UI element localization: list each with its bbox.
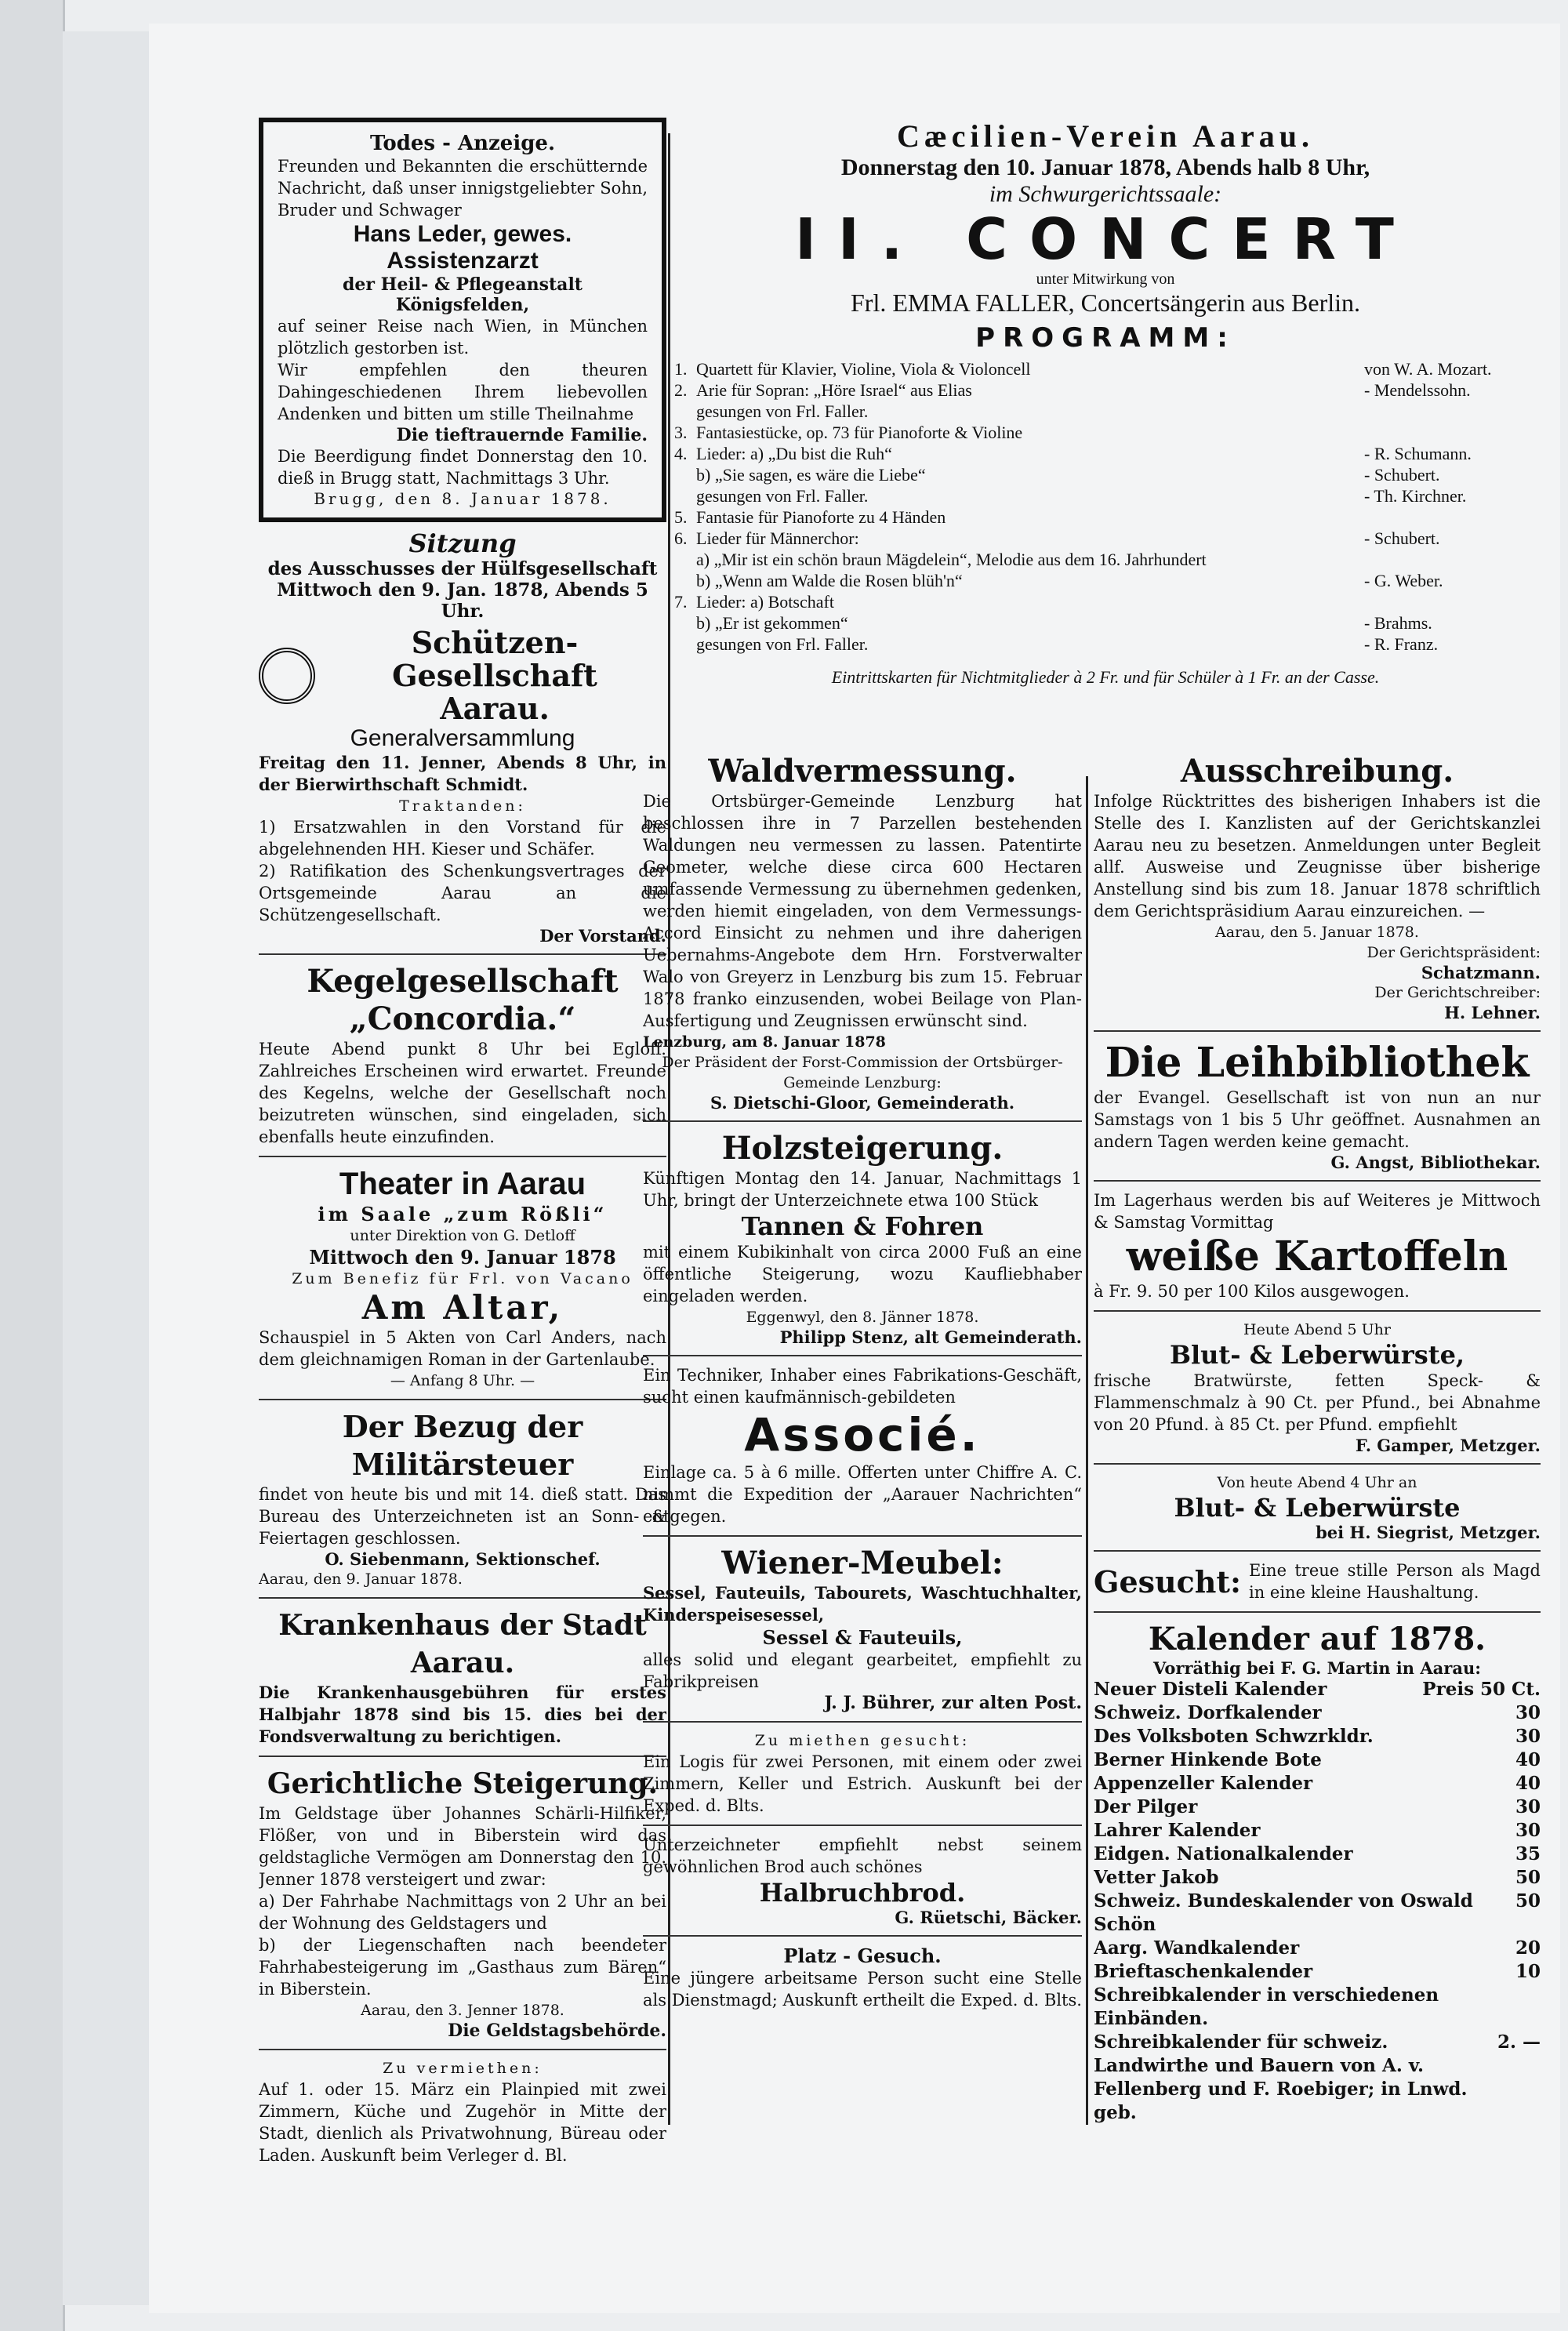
partner-ad-title: Associé.: [744, 1408, 981, 1461]
calendar-intro: Vorräthig bei F. G. Martin in Aarau:: [1153, 1658, 1481, 1678]
divider: [259, 1597, 666, 1599]
library-signature: G. Angst, Bibliothekar.: [1330, 1153, 1541, 1172]
calendar-item: [1094, 1795, 1541, 1819]
program-item: [674, 507, 1537, 528]
vacancy-clerk-label: Der Gerichtschreiber:: [1374, 984, 1541, 1001]
program-item: [674, 570, 1537, 591]
auction-text: Im Geldstage über Johannes Schärli-Hilfiker, Flößer, von und in Biberstein wird das geldstagliche Vermögen am Donnerstag den 10. Jenner 1878 versteigert und zwar:: [259, 1804, 666, 1889]
program-item-work: gesungen von Frl. Faller.: [696, 634, 869, 654]
sausage-signature: bei H. Siegrist, Metzger.: [1316, 1523, 1541, 1542]
shooting-club-header: [259, 626, 666, 725]
divider: [1094, 1550, 1541, 1552]
death-notice-text: auf seiner Reise nach Wien, in München plötzlich gestorben ist.: [278, 317, 648, 358]
play-description: Schauspiel in 5 Akten von Carl Anders, nach dem gleichnamigen Roman in der Gartenlaube.: [259, 1328, 666, 1369]
sausage-signature: F. Gamper, Metzger.: [1355, 1436, 1541, 1455]
program-item-work: Arie für Sopran: „Höre Israel“ aus Elias: [696, 380, 972, 400]
program-item: [674, 591, 1537, 612]
calendar-item-price: 30: [1515, 1726, 1541, 1747]
library-title: Die Leihbibliothek: [1105, 1039, 1530, 1087]
calendar-item-name: Schreibkalender in verschiedenen Einbänden.: [1094, 1984, 1439, 2029]
divider: [643, 1535, 1082, 1537]
program-item: [674, 528, 1537, 549]
program-item-composer: - Brahms.: [1364, 613, 1432, 633]
program-item-number: [674, 464, 696, 485]
military-tax-text: findet von heute bis und mit 14. dieß statt. Das Bureau des Unterzeichneten ist an Sonn- & Feiertagen geschlossen.: [259, 1485, 666, 1548]
calendar-item: [1094, 1701, 1541, 1725]
auction-date: Aarau, den 3. Jenner 1878.: [361, 2002, 564, 2019]
calendar-item: [1094, 1843, 1541, 1866]
calendar-item-price: 40: [1515, 1773, 1541, 1794]
bowling-club-text: Heute Abend punkt 8 Uhr bei Egloff. Zahlreiches Erscheinen wird erwartet. Freunde des Kegelns, welche der Gesellschaft noch beizutreten wünschen, sind eingeladen, sich ebenfalls heute einzufinden.: [259, 1040, 666, 1146]
theater-benefit: Zum Benefiz für Frl. von Vacano: [292, 1270, 633, 1287]
program-item-composer: - Schubert.: [1364, 528, 1440, 548]
forest-survey-commission: Der Präsident der Forst-Commission der Ortsbürger-Gemeinde Lenzburg:: [662, 1054, 1063, 1091]
agenda-title: Traktanden:: [399, 797, 526, 815]
calendar-item-price: 30: [1515, 1702, 1541, 1723]
divider: [259, 953, 666, 955]
auction-item: a) Der Fahrhabe Nachmittags von 2 Uhr an bei der Wohnung des Geldstagers und: [259, 1892, 666, 1933]
program-item-composer: [1364, 401, 1537, 422]
furniture-title: Wiener-Meubel:: [721, 1545, 1004, 1581]
program-item-composer: - Schubert.: [1364, 465, 1440, 485]
program-item-number: [674, 570, 696, 591]
program-item-composer: [1364, 591, 1537, 612]
program-item-composer: [1364, 422, 1537, 443]
divider: [643, 1120, 1082, 1122]
meeting-date: Mittwoch den 9. Jan. 1878, Abends 5 Uhr.: [277, 579, 648, 622]
program-item: [674, 401, 1537, 422]
calendar-item-price: Preis 50 Ct.: [1422, 1679, 1541, 1700]
wanted-rent-text: Ein Logis für zwei Personen, mit einem oder zwei Zimmern, Keller und Estrich. Auskunft bei der Exped. d. Blts.: [643, 1752, 1082, 1815]
military-tax-signature: O. Siebenmann, Sektionschef.: [325, 1549, 601, 1569]
divider: [1094, 1030, 1541, 1032]
bowling-club-title: Kegelgesellschaft „Concordia.“: [307, 963, 619, 1037]
calendar-item: [1094, 1984, 1541, 2031]
calendar-item-name: Schreibkalender für schweiz. Landwirthe und Bauern von A. v. Fellenberg und F. Roebiger; in Lnwd. geb.: [1094, 2031, 1468, 2123]
divider: [1094, 1611, 1541, 1613]
vacancy-clerk: H. Lehner.: [1444, 1003, 1541, 1022]
page-edge: [63, 31, 151, 2305]
bread-title: Halbruchbrod.: [759, 1878, 966, 1908]
potato-price: à Fr. 9. 50 per 100 Kilos ausgewogen.: [1094, 1282, 1410, 1301]
divider: [643, 1935, 1082, 1937]
program-item-composer: - R. Schumann.: [1364, 444, 1472, 463]
program-item-number: [674, 612, 696, 634]
calendar-item-name: Vetter Jakob: [1094, 1867, 1219, 1888]
wanted-rent-title: Zu miethen gesucht:: [754, 1732, 971, 1749]
program-item: [674, 612, 1537, 634]
concert-artist: Frl. EMMA FALLER, Concertsängerin aus Berlin.: [851, 289, 1360, 317]
program-item: [674, 358, 1537, 379]
program-item-number: [674, 634, 696, 655]
calendar-item-price: 2. —: [1497, 2031, 1541, 2053]
death-notice-date: Brugg, den 8. Januar 1878.: [314, 489, 612, 508]
vacancy-president-label: Der Gerichtspräsident:: [1367, 944, 1541, 961]
furniture-signature: J. J. Bührer, zur alten Post.: [824, 1693, 1082, 1713]
concert-ad: [674, 118, 1537, 688]
divider: [643, 1824, 1082, 1826]
partner-ad-text: Einlage ca. 5 à 6 mille. Offerten unter Chiffre A. C. nimmt die Expedition der „Aarauer Nachrichten“ entgegen.: [643, 1463, 1082, 1526]
program-item: [674, 422, 1537, 443]
funeral-info: Die Beerdigung findet Donnerstag den 10. dieß in Brugg statt, Nachmittags 3 Uhr.: [278, 447, 648, 488]
timber-auction-text: Künftigen Montag den 14. Januar, Nachmittags 1 Uhr, bringt der Unterzeichnete etwa 100 Stück: [643, 1169, 1082, 1210]
board-signature: Der Vorstand.: [539, 926, 666, 946]
death-notice-title: Todes - Anzeige.: [370, 132, 555, 155]
death-notice-text: Wir empfehlen den theuren Dahingeschiedenen Ihrem liebevollen Andenken und bitten um stille Theilnahme: [278, 361, 648, 423]
program-item-work: Fantasiestücke, op. 73 für Pianoforte & Violine: [696, 423, 1023, 442]
calendar-item-price: 30: [1515, 1796, 1541, 1817]
calendar-item: [1094, 1866, 1541, 1890]
concert-venue: im Schwurgerichtssaale:: [989, 181, 1222, 207]
right-column: [1094, 753, 1541, 2125]
furniture-items: Sessel & Fauteuils,: [762, 1626, 963, 1649]
theater-title: Theater in Aarau: [339, 1167, 586, 1201]
for-rent-title: Zu vermiethen:: [383, 2060, 543, 2077]
forest-survey-signature: S. Dietschi-Gloor, Gemeinderath.: [710, 1093, 1015, 1113]
program-item: [674, 634, 1537, 655]
program-item-work: a) „Mir ist ein schön braun Mägdelein“, Melodie aus dem 16. Jahrhundert: [696, 550, 1207, 569]
program-item-number: 7.: [674, 592, 688, 612]
program-item: [674, 549, 1537, 570]
left-column: [259, 118, 666, 2166]
program-item-number: 4.: [674, 444, 688, 463]
calendar-item: [1094, 1725, 1541, 1748]
target-icon: [259, 648, 315, 704]
death-notice: [259, 118, 666, 522]
job-wanted-title: Platz - Gesuch.: [783, 1944, 942, 1967]
calendar-item: [1094, 1772, 1541, 1795]
program-item-number: [674, 549, 696, 570]
calendar-title: Kalender auf 1878.: [1148, 1621, 1486, 1657]
potato-title: weiße Kartoffeln: [1126, 1233, 1508, 1280]
shooting-club-title: Schützen-Gesellschaft: [392, 625, 597, 693]
calendar-item-price: 10: [1515, 1961, 1541, 1982]
calendar-item-name: Neuer Disteli Kalender: [1094, 1679, 1327, 1700]
shooting-club-city: Aarau.: [440, 691, 550, 726]
program-item-work: Quartett für Klavier, Violine, Viola & Violoncell: [696, 359, 1031, 379]
bread-signature: G. Rüetschi, Bäcker.: [895, 1908, 1082, 1927]
calendar-item: [1094, 1748, 1541, 1772]
calendar-item-name: Des Volksboten Schwzrkldr.: [1094, 1726, 1374, 1747]
calendar-item-name: Lahrer Kalender: [1094, 1820, 1261, 1841]
furniture-text: alles solid und elegant gearbeitet, empfiehlt zu Fabrikpreisen: [643, 1650, 1082, 1691]
death-notice-text: Freunden und Bekannten die erschütternde Nachricht, daß unser innigstgeliebter Sohn, Bruder und Schwager: [278, 157, 648, 220]
institution: der Heil- & Pflegeanstalt Königsfelden,: [343, 274, 583, 315]
divider: [643, 1721, 1082, 1723]
calendar-item: [1094, 1678, 1541, 1701]
society-name: Cæcilien-Verein Aarau.: [897, 118, 1314, 154]
program-item-work: b) „Er ist gekommen“: [696, 613, 848, 633]
book-spine: [0, 0, 65, 2331]
auction-title: Gerichtliche Steigerung.: [267, 1767, 659, 1800]
job-wanted-text: Eine jüngere arbeitsame Person sucht eine Stelle als Dienstmagd; Auskunft ertheilt die Exped. d. Blts.: [643, 1969, 1082, 2010]
agenda-item: 2) Ratifikation des Schenkungsvertrages der Ortsgemeinde Aarau an die Schützengesellschaft.: [259, 862, 666, 924]
program-item-work: Fantasie für Pianoforte zu 4 Händen: [696, 507, 946, 527]
calendar-item-price: 40: [1515, 1749, 1541, 1770]
meeting-title: Sitzung: [408, 528, 517, 558]
forest-survey-text: Die Ortsbürger-Gemeinde Lenzburg hat beschlossen ihre in 7 Parzellen bestehenden Waldungen neu vermessen zu lassen. Patentirte Geometer, welche diese circa 600 Hectaren umfassende Vermessung zu übernehmen gedenken, werden hiemit eingeladen, von dem Vermessungs-Accord Einsicht zu nehmen und ihre daherigen Uebernahms-Angebote dem Hrn. Forstverwalter Walo von Greyerz in Lenzburg bis zum 15. Februar 1878 franko einzusenden, wobei Beilage von Plan-Ausfertigung und Zeugnissen erwünscht sind.: [643, 792, 1082, 1030]
program-item-composer: - Mendelssohn.: [1364, 380, 1471, 400]
theater-date: Mittwoch den 9. Januar 1878: [309, 1246, 616, 1269]
calendar-item-name: Aarg. Wandkalender: [1094, 1937, 1300, 1959]
forest-survey-date: Lenzburg, am 8. Januar 1878: [643, 1033, 886, 1051]
divider: [259, 1399, 666, 1400]
play-start: — Anfang 8 Uhr. —: [390, 1372, 535, 1389]
hospital-title: Krankenhaus der Stadt Aarau.: [278, 1609, 647, 1679]
program-item-number: 1.: [674, 359, 688, 379]
program-item-number: 6.: [674, 528, 688, 548]
vacancy-president: Schatzmann.: [1421, 963, 1541, 982]
program-item-work: gesungen von Frl. Faller.: [696, 486, 869, 506]
calendar-item: [1094, 1960, 1541, 1984]
calendar-item-price: 35: [1515, 1843, 1541, 1864]
program-item-composer: von W. A. Mozart.: [1364, 359, 1492, 379]
auction-signature: Die Geldstagsbehörde.: [448, 2021, 666, 2041]
program-item-number: [674, 485, 696, 507]
program-item-number: 3.: [674, 423, 688, 442]
library-text: der Evangel. Gesellschaft ist von nun an nur Samstags von 1 bis 5 Uhr geöffnet. Ausnahmen an andern Tagen werden keine gemacht.: [1094, 1088, 1541, 1151]
assembly-title: Generalversammlung: [350, 725, 575, 751]
hospital-text: Die Krankenhausgebühren für erstes Halbjahr 1878 sind bis 15. dies bei der Fondsverwaltung zu berichtigen.: [259, 1683, 666, 1746]
partner-ad-text: Ein Techniker, Inhaber eines Fabrikations-Geschäft, sucht einen kaufmännisch-gebildeten: [643, 1366, 1082, 1407]
deceased-name: Hans Leder, gewes. Assistenzarzt: [353, 221, 572, 274]
sausage-title: Blut- & Leberwürste: [1174, 1493, 1461, 1523]
program-item-work: b) „Sie sagen, es wäre die Liebe“: [696, 465, 926, 485]
program-item-work: Lieder: a) „Du bist die Ruh“: [696, 444, 892, 463]
play-title: Am Altar,: [361, 1288, 564, 1327]
program-item-number: 2.: [674, 380, 688, 400]
timber-auction-signature: Philipp Stenz, alt Gemeinderath.: [779, 1327, 1082, 1347]
calendar-item-name: Appenzeller Kalender: [1094, 1773, 1313, 1794]
divider: [259, 1756, 666, 1757]
sausage-time: Von heute Abend 4 Uhr an: [1217, 1474, 1417, 1491]
program-item-composer: - G. Weber.: [1364, 571, 1443, 590]
auction-item: b) der Liegenschaften nach beendeter Fahrhabesteigerung im „Gasthaus zum Bären“ in Biberstein.: [259, 1936, 666, 1999]
calendar-item: [1094, 1890, 1541, 1937]
forest-survey-title: Waldvermessung.: [708, 753, 1017, 790]
meeting-line: des Ausschusses der Hülfsgesellschaft: [267, 558, 658, 579]
calendar-item-name: Brieftaschenkalender: [1094, 1961, 1313, 1982]
program-item-number: [674, 401, 696, 422]
divider: [259, 1156, 666, 1157]
divider: [1094, 1463, 1541, 1465]
theater-direction: unter Direktion von G. Detloff: [350, 1227, 575, 1244]
program-item-work: gesungen von Frl. Faller.: [696, 401, 869, 421]
calendar-item: [1094, 2031, 1541, 2125]
sausage-time: Heute Abend 5 Uhr: [1243, 1321, 1391, 1338]
calendar-item-price: 20: [1515, 1937, 1541, 1959]
family-signature: Die tieftrauernde Familie.: [396, 425, 648, 445]
timber-auction-text: mit einem Kubikinhalt von circa 2000 Fuß an eine öffentliche Steigerung, wozu Kaufliebhaber eingeladen werden.: [643, 1243, 1082, 1305]
program-item: [674, 485, 1537, 507]
maid-wanted-title: Gesucht:: [1094, 1563, 1241, 1599]
agenda-item: 1) Ersatzwahlen in den Vorstand für die abgelehnenden HH. Kieser und Schäfer.: [259, 818, 666, 859]
divider: [259, 2049, 666, 2050]
calendar-item: [1094, 1819, 1541, 1843]
program-item-composer: - Th. Kirchner.: [1364, 486, 1467, 506]
program-list: [674, 358, 1537, 655]
program-item-work: Lieder für Männerchor:: [696, 528, 859, 548]
ticket-info: Eintrittskarten für Nichtmitglieder à 2 Fr. und für Schüler à 1 Fr. an der Casse.: [831, 667, 1380, 687]
military-tax-date: Aarau, den 9. Januar 1878.: [259, 1570, 463, 1588]
military-tax-title: Der Bezug der Militärsteuer: [342, 1409, 583, 1482]
timber-type: Tannen & Fohren: [741, 1211, 984, 1241]
program-item-number: 5.: [674, 507, 688, 527]
sausage-title: Blut- & Leberwürste,: [1169, 1340, 1465, 1370]
calendar-item-name: Der Pilger: [1094, 1796, 1198, 1817]
calendar-item-price: 50: [1515, 1867, 1541, 1888]
calendar-item-price: 50: [1515, 1890, 1541, 1912]
vacancy-text: Infolge Rücktrittes des bisherigen Inhabers ist die Stelle des I. Kanzlisten auf der Gerichtskanzlei Aarau neu zu besetzen. Anmeldungen unter Begleit allf. Ausweise und Zeugnisse über bisherige Anstellung sind bis zum 18. Januar 1878 schriftlich dem Gerichtspräsidium Aarau einzureichen. —: [1094, 792, 1541, 920]
assembly-date: Freitag den 11. Jenner, Abends 8 Uhr, in der Bierwirthschaft Schmidt.: [259, 753, 666, 794]
timber-auction-title: Holzsteigerung.: [721, 1130, 1004, 1167]
program-item-composer: [1364, 549, 1537, 570]
calendar-item-name: Schweiz. Dorfkalender: [1094, 1702, 1322, 1723]
program-item-work: b) „Wenn am Walde die Rosen blüh'n“: [696, 571, 963, 590]
program-item: [674, 464, 1537, 485]
program-item-work: Lieder: a) Botschaft: [696, 592, 834, 612]
timber-auction-date: Eggenwyl, den 8. Jänner 1878.: [746, 1309, 979, 1326]
potato-text: Im Lagerhaus werden bis auf Weiteres je Mittwoch & Samstag Vormittag: [1094, 1191, 1541, 1232]
furniture-items: Sessel, Fauteuils, Tabourets, Waschtuchhalter, Kinderspeisesessel,: [643, 1583, 1082, 1625]
divider: [1094, 1310, 1541, 1312]
divider: [1094, 1180, 1541, 1182]
bread-text: Unterzeichneter empfiehlt nebst seinem gewöhnlichen Brod auch schönes: [643, 1835, 1082, 1876]
program-item: [674, 443, 1537, 464]
vacancy-date: Aarau, den 5. Januar 1878.: [1215, 924, 1419, 941]
calendar-item-name: Eidgen. Nationalkalender: [1094, 1843, 1353, 1864]
concert-title: II. CONCERT: [795, 206, 1416, 272]
concert-date: Donnerstag den 10. Januar 1878, Abends halb 8 Uhr,: [840, 154, 1370, 180]
program-item-composer: [1364, 507, 1537, 528]
calendar-item-price: 30: [1515, 1820, 1541, 1841]
calendar-item-name: Berner Hinkende Bote: [1094, 1749, 1322, 1770]
program-item-composer: - R. Franz.: [1364, 634, 1439, 654]
divider: [643, 1355, 1082, 1356]
program-heading: PROGRAMM:: [975, 322, 1236, 354]
vacancy-title: Ausschreibung.: [1180, 753, 1454, 790]
calendar-item: [1094, 1937, 1541, 1960]
calendar-list: [1094, 1678, 1541, 2125]
for-rent-text: Auf 1. oder 15. März ein Plainpied mit zwei Zimmern, Küche und Zugehör in Mitte der Stadt, dienlich als Privatwohnung, Büreau oder Laden. Auskunft beim Verleger d. Bl.: [259, 2080, 666, 2165]
column-divider: [1086, 776, 1088, 2125]
maid-wanted-text: Eine treue stille Person als Magd in eine kleine Haushaltung.: [1249, 1561, 1541, 1602]
concert-with: unter Mitwirkung von: [1036, 270, 1175, 288]
maid-wanted: [1094, 1559, 1541, 1603]
middle-column: [643, 753, 1082, 2011]
calendar-item-name: Schweiz. Bundeskalender von Oswald Schön: [1094, 1890, 1473, 1935]
sausage-text: frische Bratwürste, fetten Speck- & Flammenschmalz à 90 Ct. per Pfund., bei Abnahme von 20 Pfund. à 85 Ct. per Pfund. empfiehlt: [1094, 1371, 1541, 1434]
theater-venue: im Saale „zum Rößli“: [318, 1203, 608, 1225]
program-item: [674, 379, 1537, 401]
